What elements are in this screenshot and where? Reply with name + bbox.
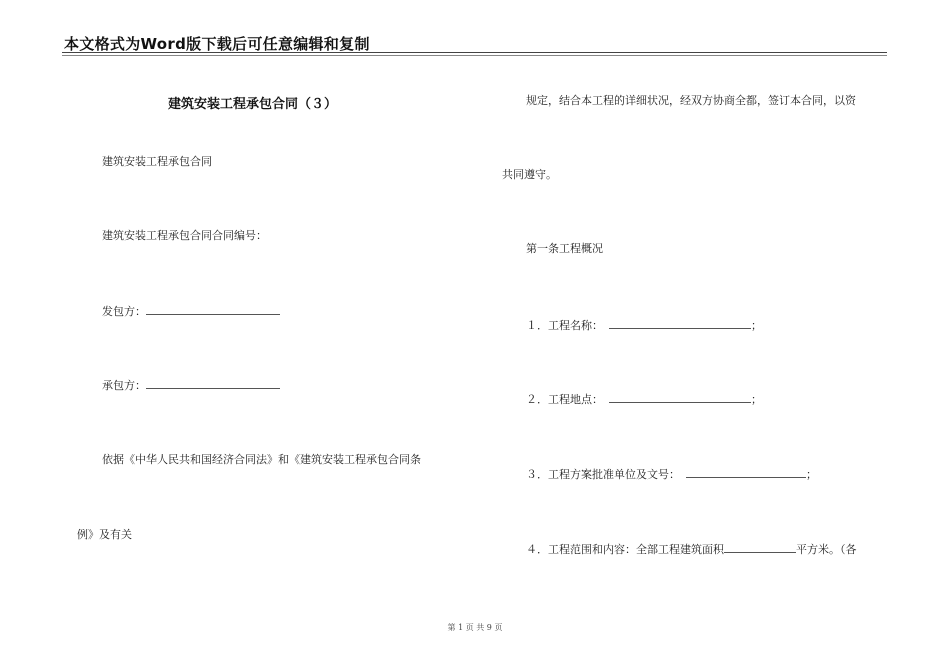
project-name-label: １．工程名称： bbox=[526, 319, 603, 332]
header-divider-secondary bbox=[62, 55, 887, 56]
legal-basis-continuation: 例》及有关 bbox=[77, 528, 132, 541]
project-name-blank[interactable] bbox=[609, 318, 751, 329]
project-scope-item bbox=[526, 542, 857, 557]
document-title: 建筑安装工程承包合同（３） bbox=[168, 97, 338, 112]
approval-document-end: ； bbox=[806, 468, 817, 481]
article-1-heading: 第一条工程概况 bbox=[526, 242, 603, 255]
contract-number-line: 建筑安装工程承包合同合同编号： bbox=[102, 229, 267, 242]
paragraph-continuation: 规定，结合本工程的详细状况，经双方协商全都，签订本合同，以资 bbox=[526, 94, 856, 107]
contract-name-line: 建筑安装工程承包合同 bbox=[102, 155, 212, 168]
header-title: 本文格式为Word版下载后可任意编辑和复制 bbox=[64, 35, 370, 53]
contractor-blank[interactable] bbox=[146, 378, 280, 389]
project-location-label: ２．工程地点： bbox=[526, 393, 603, 406]
approval-document-label: ３．工程方案批准单位及文号： bbox=[526, 468, 680, 481]
header-divider bbox=[62, 52, 887, 53]
project-location-item bbox=[526, 392, 762, 407]
approval-document-item bbox=[526, 467, 817, 482]
project-name-end: ； bbox=[751, 319, 762, 332]
page-number: 第 1 页 共 9 页 bbox=[447, 623, 503, 632]
employer-blank[interactable] bbox=[146, 304, 280, 315]
project-name-item bbox=[526, 318, 762, 333]
project-location-end: ； bbox=[751, 393, 762, 406]
paragraph-end: 共同遵守。 bbox=[502, 168, 557, 181]
employer-line bbox=[102, 304, 280, 319]
project-scope-label: ４．工程范围和内容：全部工程建筑面积 bbox=[526, 543, 724, 556]
building-area-blank[interactable] bbox=[724, 542, 796, 553]
contractor-line bbox=[102, 378, 280, 393]
project-scope-end: 平方米。（各 bbox=[796, 543, 857, 556]
project-location-blank[interactable] bbox=[609, 392, 751, 403]
employer-label: 发包方： bbox=[102, 305, 146, 318]
approval-document-blank[interactable] bbox=[686, 467, 806, 478]
legal-basis-line: 依据《中华人民共和国经济合同法》和《建筑安装工程承包合同条 bbox=[102, 453, 421, 466]
contractor-label: 承包方： bbox=[102, 379, 146, 392]
